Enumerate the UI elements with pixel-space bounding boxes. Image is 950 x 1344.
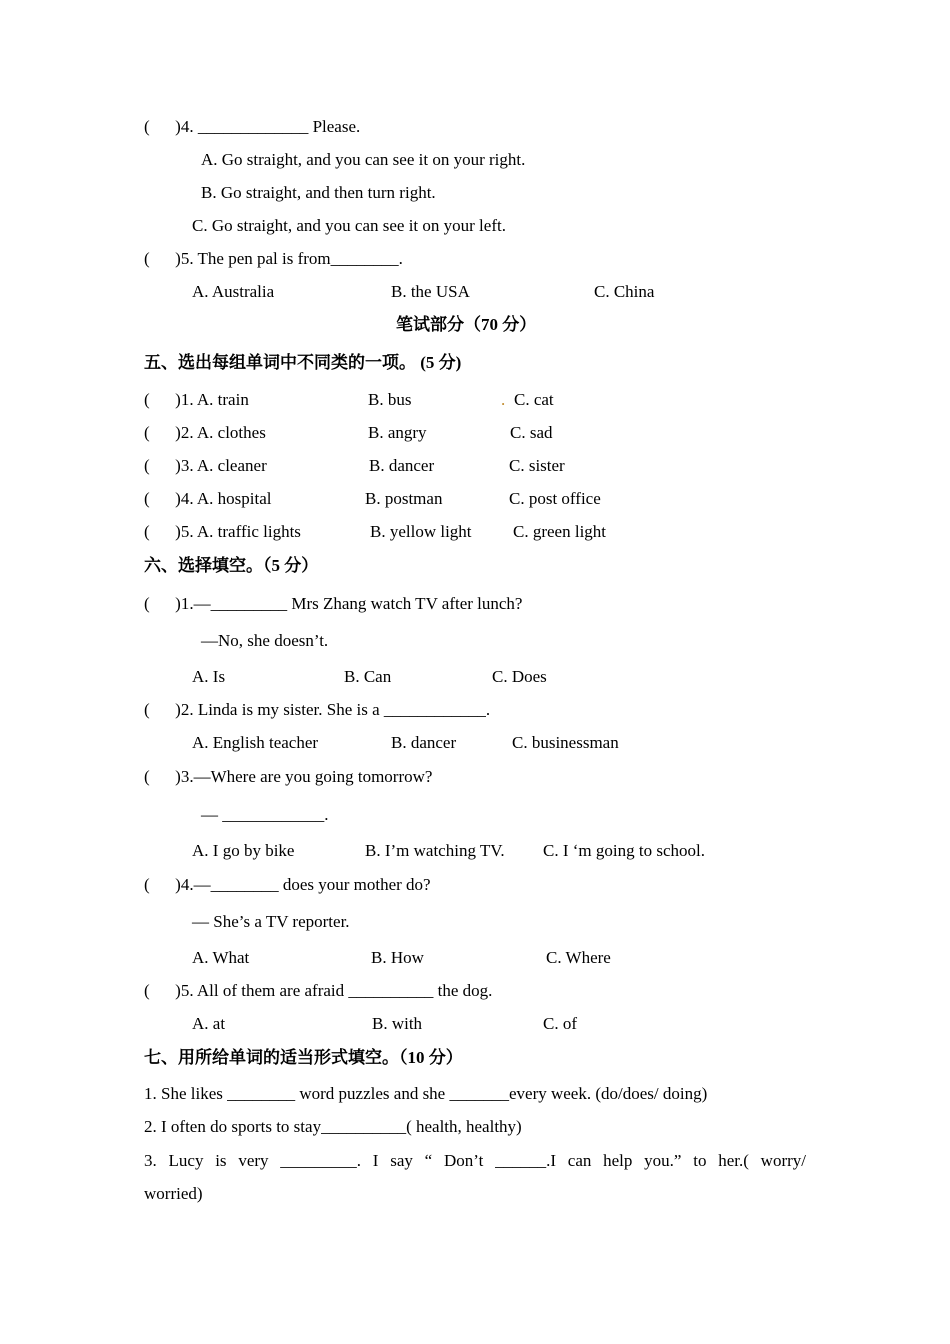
section5-row3-option-c: C. sister [509, 456, 565, 475]
section5-row4-option-c: C. post office [509, 489, 601, 508]
section6-q3-reply: — ____________. [201, 805, 329, 824]
section7-sentence1: 1. She likes ________ word puzzles and she _______every week. (do/does/ doing) [144, 1084, 708, 1103]
section6-q5-option-b: B. with [372, 1014, 423, 1033]
section6-q2-option-b: B. dancer [391, 733, 457, 752]
section7-sentence2: 2. I often do sports to stay__________( health, healthy) [144, 1117, 522, 1136]
section6-q2-option-a: A. English teacher [192, 733, 319, 752]
section6-q2-option-c: C. businessman [512, 733, 619, 752]
section5-row5-num: ( )5. A. traffic lights [144, 522, 301, 541]
section5-row1-dot: . [501, 390, 506, 409]
section6-q1-stem: ( )1.—_________ Mrs Zhang watch TV after lunch? [144, 594, 523, 613]
section5-row5-option-b: B. yellow light [370, 522, 472, 541]
written-part-header: 笔试部分（70 分） [396, 315, 537, 334]
section5-row2-option-c: C. sad [510, 423, 553, 442]
listening-q5-stem: ( )5. The pen pal is from________. [144, 249, 403, 268]
section6-q3-stem: ( )3.—Where are you going tomorrow? [144, 767, 433, 786]
section6-q4-option-c: C. Where [546, 948, 611, 967]
section5-title: 五、选出每组单词中不同类的一项。 (5 分) [144, 353, 462, 372]
section5-row1-option-b: B. bus [368, 390, 412, 409]
section6-q1-option-c: C. Does [492, 667, 547, 686]
section7-sentence3: 3. Lucy is very _________. I say “ Don’t ______.I can help you.” to her.( worry/ [144, 1151, 806, 1170]
listening-q5-option-a: A. Australia [192, 282, 275, 301]
section5-row3-option-b: B. dancer [369, 456, 435, 475]
section6-q4-stem: ( )4.—________ does your mother do? [144, 875, 431, 894]
section6-q3-option-b: B. I’m watching TV. [365, 841, 505, 860]
section6-q2-stem: ( )2. Linda is my sister. She is a ____________. [144, 700, 491, 719]
section5-row2-num: ( )2. A. clothes [144, 423, 266, 442]
section6-q3-option-a: A. I go by bike [192, 841, 295, 860]
section6-q5-stem: ( )5. All of them are afraid __________ the dog. [144, 981, 493, 1000]
listening-q4-stem: ( )4. _____________ Please. [144, 117, 361, 136]
section7-title: 七、用所给单词的适当形式填空。（10 分） [144, 1048, 463, 1067]
section6-q4-option-b: B. How [371, 948, 424, 967]
listening-q4-option-b: B. Go straight, and then turn right. [201, 183, 436, 202]
section6-q5-option-c: C. of [543, 1014, 577, 1033]
section5-row1-num: ( )1. A. train [144, 390, 249, 409]
section5-row5-option-c: C. green light [513, 522, 607, 541]
section5-row2-option-b: B. angry [368, 423, 427, 442]
listening-q5-option-c: C. China [594, 282, 655, 301]
listening-q4-option-a: A. Go straight, and you can see it on your right. [201, 150, 526, 169]
section6-q1-option-b: B. Can [344, 667, 392, 686]
section6-q1-reply: —No, she doesn’t. [201, 631, 329, 650]
listening-q4-option-c: C. Go straight, and you can see it on your left. [192, 216, 506, 235]
section6-q5-option-a: A. at [192, 1014, 226, 1033]
listening-q5-option-b: B. the USA [391, 282, 470, 301]
section6-q3-option-c: C. I ‘m going to school. [543, 841, 705, 860]
section6-q4-reply: — She’s a TV reporter. [192, 912, 350, 931]
section5-row1-option-c: C. cat [514, 390, 554, 409]
section6-title: 六、选择填空。（5 分） [144, 556, 319, 575]
section6-q1-option-a: A. Is [192, 667, 226, 686]
section5-row4-option-b: B. postman [365, 489, 443, 508]
section6-q4-option-a: A. What [192, 948, 250, 967]
section5-row4-num: ( )4. A. hospital [144, 489, 272, 508]
section7-sentence3-continued: worried) [144, 1184, 203, 1203]
section5-row3-num: ( )3. A. cleaner [144, 456, 267, 475]
